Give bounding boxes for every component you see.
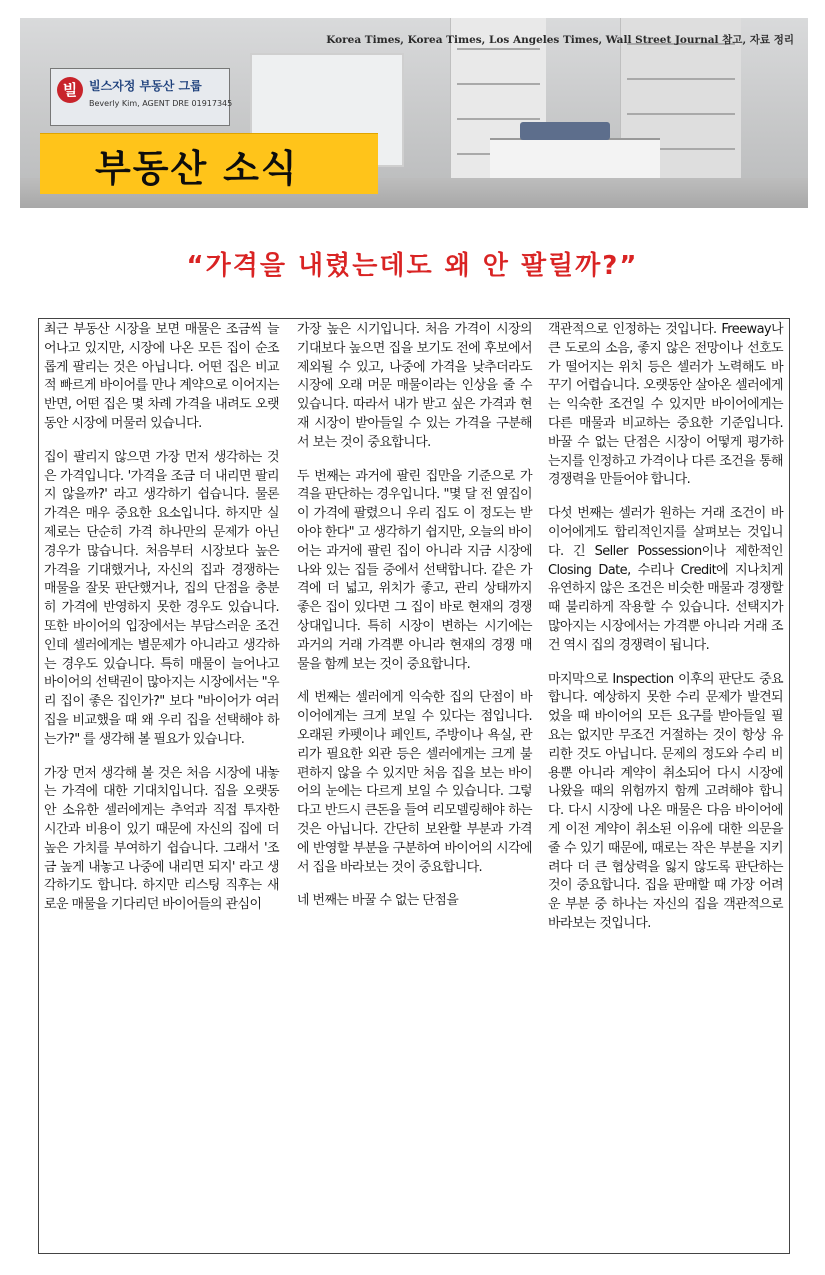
paragraph: 가장 먼저 생각해 볼 것은 처음 시장에 내놓는 가격에 대한 기대치입니다. 집을 오랫동안 소유한 셀러에게는 추억과 직접 투자한 시간과 비용이 있기 때문에 자신의 집에 더 높은 가치를 부여하기 쉽습니다. 그래서 '조금 높게 내놓고 나중에 내리면 되지' 라고 생각하기도 합니다. 하지만 리스팅 직후는 새로운 매물을 기다리던 바이어들의 관심이	[44, 765, 279, 913]
section-title: 부동산 소식	[95, 147, 299, 190]
article-headline: “가격을 내렸는데도 왜 안 팔릴까?”	[186, 251, 639, 281]
paragraph: 마지막으로 Inspection 이후의 판단도 중요합니다. 예상하지 못한 수리 문제가 발견되었을 때 바이어의 모든 요구를 받아들일 필요는 없지만 무조건 거절하는 것이 항상 유리한 것도 아닙니다. 문제의 정도와 수리 비용뿐 아니라 계약이 취소되어 다시 시장에 나왔을 때의 위험까지 함께 고려해야 합니다. 다시 시장에 나온 매물은 다음 바이어에게 이전 계약이 취소된 이유에 대한 의문을 줄 수 있기 때문에, 때로는 작은 부분을 지키려다 더 큰 협상력을 잃지 않도록 판단하는 것이 중요합니다. 집을 판매할 때 가장 어려운 부분 중 하나는 자신의 집을 객관적으로 바라보는 것입니다.	[548, 671, 783, 931]
logo-name: 빌스자정 부동산 그룹	[89, 79, 202, 93]
article-column-1	[44, 321, 279, 930]
paragraph: 세 번째는 셀러에게 익숙한 집의 단점이 바이어에게는 크게 보일 수 있다는 점입니다. 오래된 카펫이나 페인트, 주방이나 욕실, 관리가 필요한 외관 등은 셀러에게는 크게 불편하지 않을 수 있지만 처음 집을 보는 바이어의 눈에는 다르게 보일 수 있습니다. 그렇다고 반드시 큰돈을 들여 리모델링해야 하는 것은 아닙니다. 간단히 보완할 부분과 가격에 반영할 부분을 구분하여 바이어의 시각에서 집을 바라보는 것이 중요합니다.	[297, 690, 532, 875]
logo-mark-icon: 빌	[57, 77, 83, 103]
article-column-3	[548, 321, 783, 949]
paragraph: 객관적으로 인정하는 것입니다. Freeway나 큰 도로의 소음, 좋지 않은 전망이나 선호도가 떨어지는 위치 등은 셀러가 노력해도 바꾸기 어렵습니다. 오랫동안 살아온 셀러에게는 익숙한 조건일 수 있지만 바이어에게는 다른 매물과 비교하는 중요한 기준입니다. 바꿀 수 없는 단점은 시장이 어떻게 평가하는지를 인정하고 가격이나 다른 조건을 통해 경쟁력을 만들어야 합니다.	[548, 322, 783, 488]
background-counter-items	[520, 122, 610, 140]
paragraph: 다섯 번째는 셀러가 원하는 거래 조건이 바이어에게도 합리적인지를 살펴보는 것입니다. 긴 Seller Possession이나 제한적인 Closing Date, 수리나 Credit에 지나치게 유연하지 않은 조건은 비슷한 매물과 경쟁할 때 불리하게 작용할 수 있습니다. 선택지가 많아지는 시장에서는 가격뿐 아니라 거래 조건 역시 집의 경쟁력이 됩니다.	[548, 506, 783, 653]
logo-subtitle: Beverly Kim, AGENT DRE 01917345	[89, 99, 233, 108]
article-column-2	[297, 321, 532, 926]
agency-logo	[50, 68, 233, 126]
paragraph: 최근 부동산 시장을 보면 매물은 조금씩 늘어나고 있지만, 시장에 나온 모든 집이 순조롭게 팔리는 것은 아닙니다. 어떤 집은 비교적 빠르게 바이어를 만나 계약으로 이어지는 반면, 어떤 집은 몇 차례 가격을 내려도 오랫동안 시장에 머물러 있습니다.	[44, 322, 279, 431]
paragraph: 두 번째는 과거에 팔린 집만을 기준으로 가격을 판단하는 경우입니다. "몇 달 전 옆집이 이 가격에 팔렸으니 우리 집도 이 정도는 받아야 한다" 고 생각하기 쉽지만, 오늘의 바이어는 과거에 팔린 집이 아니라 지금 시장에 나와 있는 집들 중에서 선택합니다. 같은 가격에 더 넓고, 위치가 좋고, 관리 상태까지 좋은 집이 있다면 그 집이 바로 현재의 경쟁 상대입니다. 특히 시장이 변하는 시기에는 과거의 거래 가격뿐 아니라 현재의 경쟁 매물을 함께 보는 것이 중요합니다.	[297, 468, 532, 672]
section-title-box	[40, 133, 378, 194]
paragraph: 네 번째는 바꿀 수 없는 단점을	[297, 893, 459, 909]
source-credits: Korea Times, Korea Times, Los Angeles Times, Wall Street Journal 참고, 자료 정리	[326, 34, 794, 46]
paragraph: 가장 높은 시기입니다. 처음 가격이 시장의 기대보다 높으면 집을 보기도 전에 후보에서 제외될 수 있고, 나중에 가격을 낮추더라도 시장에 오래 머문 매물이라는 인상을 줄 수 있습니다. 따라서 내가 받고 싶은 가격과 현재 시장이 받아들일 수 있는 가격을 구분해서 보는 것이 중요합니다.	[297, 322, 532, 450]
paragraph: 집이 팔리지 않으면 가장 먼저 생각하는 것은 가격입니다. '가격을 조금 더 내리면 팔리지 않을까?' 라고 생각하기 쉽습니다. 물론 가격은 매우 중요한 요소입니다. 하지만 실제로는 단순히 가격 하나만의 문제가 아닌 경우가 많습니다. 처음부터 시장보다 높은 가격을 기대했거나, 자신의 집과 경쟁하는 매물을 잘못 판단했거나, 집의 단점을 충분히 가격에 반영하지 못한 경우도 있습니다. 또한 바이어의 입장에서는 부담스러운 조건인데 셀러에게는 별문제가 아니라고 생각하는 경우도 있습니다. 특히 매물이 늘어나고 바이어의 선택권이 많아지는 시장에서는 "우리 집이 좋은 집인가?" 보다 "바이어가 여러 집을 비교했을 때 왜 우리 집을 선택해야 하는가?" 를 생각해 볼 필요가 있습니다.	[44, 449, 279, 747]
